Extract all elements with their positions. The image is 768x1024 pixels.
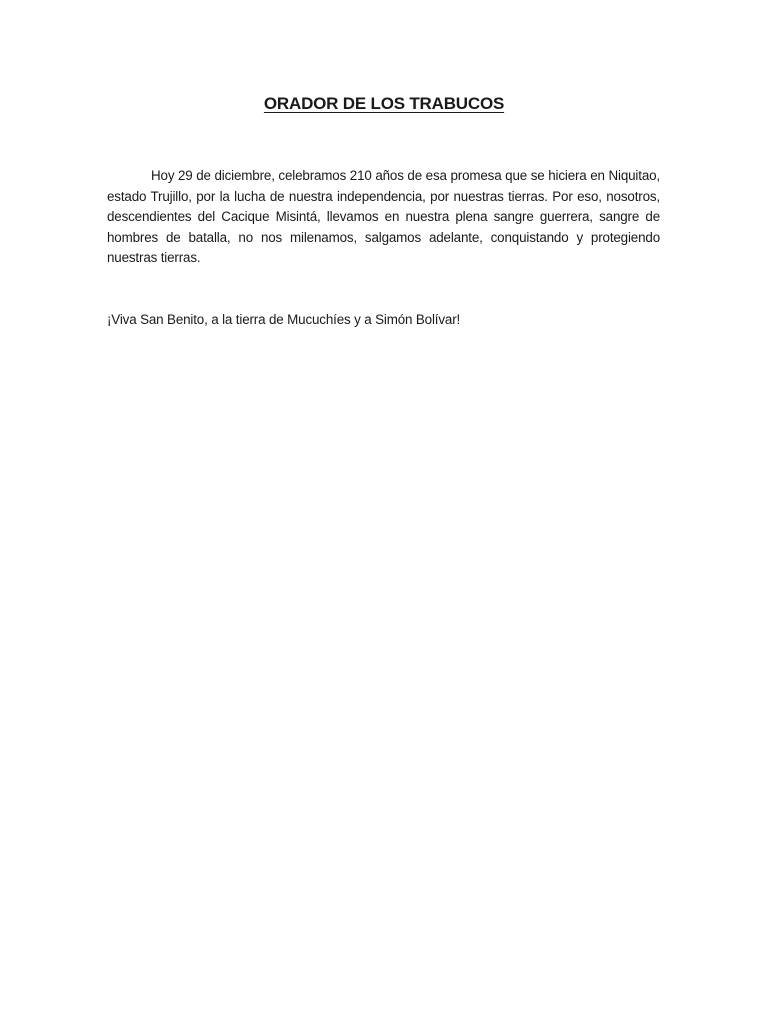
- body-paragraph: Hoy 29 de diciembre, celebramos 210 años de esa promesa que se hiciera en Niquitao, estado Trujillo, por la lucha de nuestra independencia, por nuestras tierras. Por eso, nosotros, descendientes del Cacique Misintá, llevamos en nuestra plena sangre guerrera, sangre de hombres de batalla, no nos milenamos, salgamos adelante, conquistando y protegiendo nuestras tierras.: [107, 168, 660, 266]
- closing-paragraph: ¡Viva San Benito, a la tierra de Mucuchíes y a Simón Bolívar!: [107, 312, 461, 327]
- document-title: ORADOR DE LOS TRABUCOS: [263, 94, 505, 113]
